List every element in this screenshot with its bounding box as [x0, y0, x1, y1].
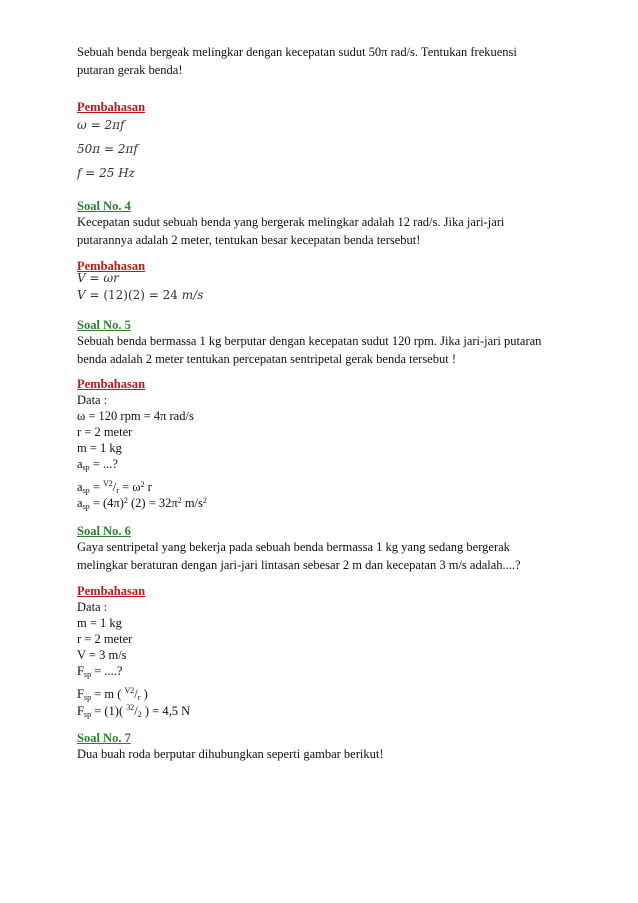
fraction-numerator: 32	[126, 703, 135, 712]
problem5-data-mass: m = 1 kg	[77, 441, 122, 455]
problem5-formula1	[77, 479, 152, 495]
problem3-text-line1: Sebuah benda bergeak melingkar dengan kecepatan sudut 50π rad/s. Tentukan frekuensi	[77, 45, 517, 59]
formula2-mid: (2) = 32π	[127, 496, 178, 510]
fraction-32-over-2: $^{32}/_2$	[126, 703, 142, 719]
problem6-data-radius: r = 2 meter	[77, 632, 133, 646]
fsp-rest: = ....?	[91, 664, 123, 678]
problem5-solution-heading: Pembahasan	[77, 377, 146, 391]
problem6-formula1	[77, 686, 148, 702]
problem3-equation1: ω = 2πf	[77, 118, 125, 132]
fsp-symbol: F	[77, 687, 84, 701]
problem6-text-line1: Gaya sentripetal yang bekerja pada sebuah benda bermassa 1 kg yang sedang bergerak	[77, 540, 510, 554]
fraction-numerator: V2	[124, 686, 135, 695]
fsp-subscript: sp	[83, 670, 92, 679]
asp-subscript: sp	[82, 502, 90, 511]
formula1-lhs: = m (	[91, 687, 125, 701]
problem3-solution-heading: Pembahasan	[77, 100, 146, 114]
equals-sign: =	[89, 480, 103, 494]
fsp-subscript: sp	[83, 693, 92, 702]
formula1-close: )	[140, 687, 148, 701]
problem6-formula2	[77, 703, 190, 719]
asp-symbol: a	[77, 480, 83, 494]
problem6-solution-heading: Pembahasan	[77, 584, 146, 598]
problem5-data-radius: r = 2 meter	[77, 425, 133, 439]
problem3-equation3	[77, 165, 135, 181]
fraction-denominator: 2	[137, 710, 142, 719]
problem5-formula2	[77, 495, 207, 511]
fraction-v2-over-r: $^{V2}/_r$	[103, 479, 119, 495]
problem4-text-line1: Kecepatan sudut sebuah benda yang bergerak melingkar adalah 12 rad/s. Jika jari-jari	[77, 215, 505, 229]
asp-subscript: sp	[82, 463, 90, 472]
problem3-eq3-lhs: f = 25	[77, 166, 119, 180]
problem6-data-velocity: V = 3 m/s	[77, 648, 127, 662]
fsp-symbol: F	[77, 664, 84, 678]
formula2-lhs: = (1)(	[91, 704, 127, 718]
omega-term: = ω	[118, 480, 141, 494]
asp-subscript: sp	[82, 486, 90, 495]
problem4-solution-heading: Pembahasan	[77, 259, 146, 273]
formula2-lhs: = (4π)	[89, 496, 124, 510]
unit: m/s	[181, 496, 203, 510]
problem3-text-line2: putaran gerak benda!	[77, 63, 183, 77]
omega-exponent: 2	[140, 480, 145, 489]
problem6-heading: Soal No. 6	[77, 524, 131, 538]
formula2-result: ) = 4,5 N	[141, 704, 191, 718]
problem5-data-label: Data :	[77, 393, 108, 407]
exponent: 2	[202, 496, 207, 505]
problem7-heading: Soal No. 7	[77, 731, 131, 745]
problem6-data-mass: m = 1 kg	[77, 616, 122, 630]
problem3-eq3-unit: Hz	[118, 166, 136, 180]
problem5-data-omega: ω = 120 rpm = 4π rad/s	[77, 409, 194, 423]
asp-symbol: a	[77, 457, 83, 471]
problem3-equation2: 50π = 2πf	[77, 142, 138, 156]
problem4-eq2-lhs: V =	[77, 288, 104, 302]
problem4-heading: Soal No. 4	[77, 199, 131, 213]
problem4-equation2	[77, 287, 203, 303]
problem6-data-unknown	[77, 663, 122, 679]
problem4-equation1: V = ωr	[77, 271, 119, 285]
problem6-text-line2: melingkar beraturan dengan jari-jari lintasan sebesar 2 m dan kecepatan 3 m/s adalah....?	[77, 558, 521, 572]
exponent: 2	[123, 496, 128, 505]
problem7-text-line1: Dua buah roda berputar dihubungkan seperti gambar berikut!	[77, 747, 384, 761]
fsp-symbol: F	[77, 704, 84, 718]
problem5-data-unknown	[77, 456, 118, 472]
radius-term: r	[144, 480, 152, 494]
fraction-denominator: r	[116, 486, 119, 495]
exponent: 2	[177, 496, 182, 505]
fraction-v2-over-r: $^{V2}/_r$	[124, 686, 141, 702]
fraction-denominator: r	[137, 693, 141, 702]
problem6-data-label: Data :	[77, 600, 108, 614]
problem4-eq2-mid: (12)(2) = 24	[103, 288, 182, 302]
problem5-heading: Soal No. 5	[77, 318, 131, 332]
fsp-subscript: sp	[83, 710, 92, 719]
problem5-text-line2: benda adalah 2 meter tentukan percepatan sentripetal gerak benda tersebut !	[77, 352, 456, 366]
asp-rest: = ...?	[89, 457, 118, 471]
asp-symbol: a	[77, 496, 83, 510]
problem4-text-line2: putarannya adalah 2 meter, tentukan besar kecepatan benda tersebut!	[77, 233, 421, 247]
problem4-eq2-unit: m/s	[181, 288, 204, 302]
fraction-numerator: V2	[103, 479, 113, 488]
problem5-text-line1: Sebuah benda bermassa 1 kg berputar dengan kecepatan sudut 120 rpm. Jika jari-jari putaran	[77, 334, 542, 348]
